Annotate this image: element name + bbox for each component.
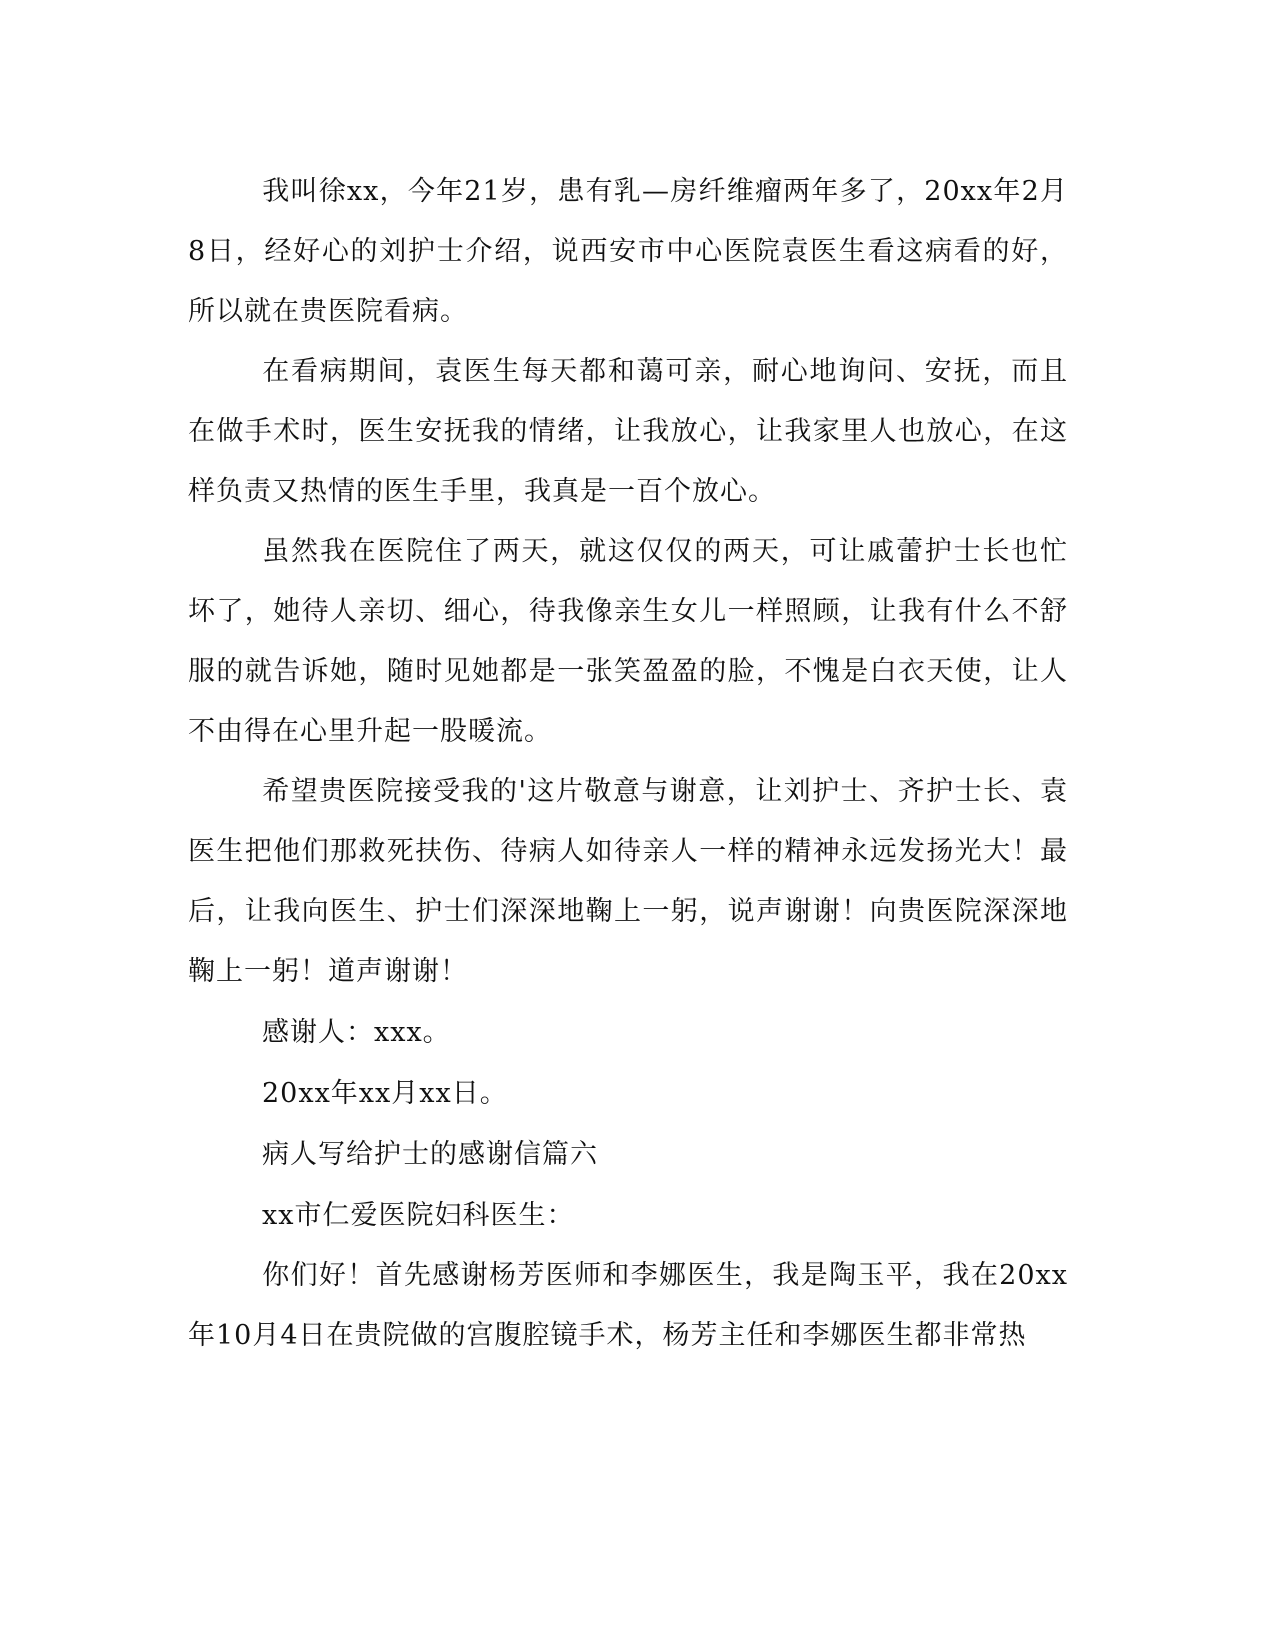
date-line: 20xx年xx月xx日。 [262,1078,508,1109]
paragraph-doctor-care: 在看病期间，袁医生每天都和蔼可亲，耐心地询问、安抚，而且在做手术时，医生安抚我的情绪，让我放心，让我家里人也放心，在这样负责又热情的医生手里，我真是一百个放心。 [188,356,1068,507]
paragraph-nurse-care: 虽然我在医院住了两天，就这仅仅的两天，可让戚蕾护士长也忙坏了，她待人亲切、细心，待我像亲生女儿一样照顾，让我有什么不舒服的就告诉她，随时见她都是一张笑盈盈的脸，不愧是白衣天使，让人不由得在心里升起一股暖流。 [188,536,1068,747]
salutation-line: xx市仁爱医院妇科医生： [262,1200,575,1231]
section-title: 病人写给护士的感谢信篇六 [262,1139,598,1170]
document-body [188,162,1068,1366]
paragraph-patient-introduction: 我叫徐xx，今年21岁，患有乳—房纤维瘤两年多了，20xx年2月8日，经好心的刘护士介绍，说西安市中心医院袁医生看这病看的好，所以就在贵医院看病。 [188,176,1068,327]
paragraph-second-letter-opening: 你们好！首先感谢杨芳医师和李娜医生，我是陶玉平，我在20xx年10月4日在贵院做的宫腹腔镜手术，杨芳主任和李娜医生都非常热 [188,1260,1068,1351]
paragraph-gratitude: 希望贵医院接受我的'这片敬意与谢意，让刘护士、齐护士长、袁医生把他们那救死扶伤、待病人如待亲人一样的精神永远发扬光大！最后，让我向医生、护士们深深地鞠上一躬，说声谢谢！向贵医院深深地鞠上一躬！道声谢谢！ [188,776,1068,987]
signature-line: 感谢人：xxx。 [262,1017,451,1048]
